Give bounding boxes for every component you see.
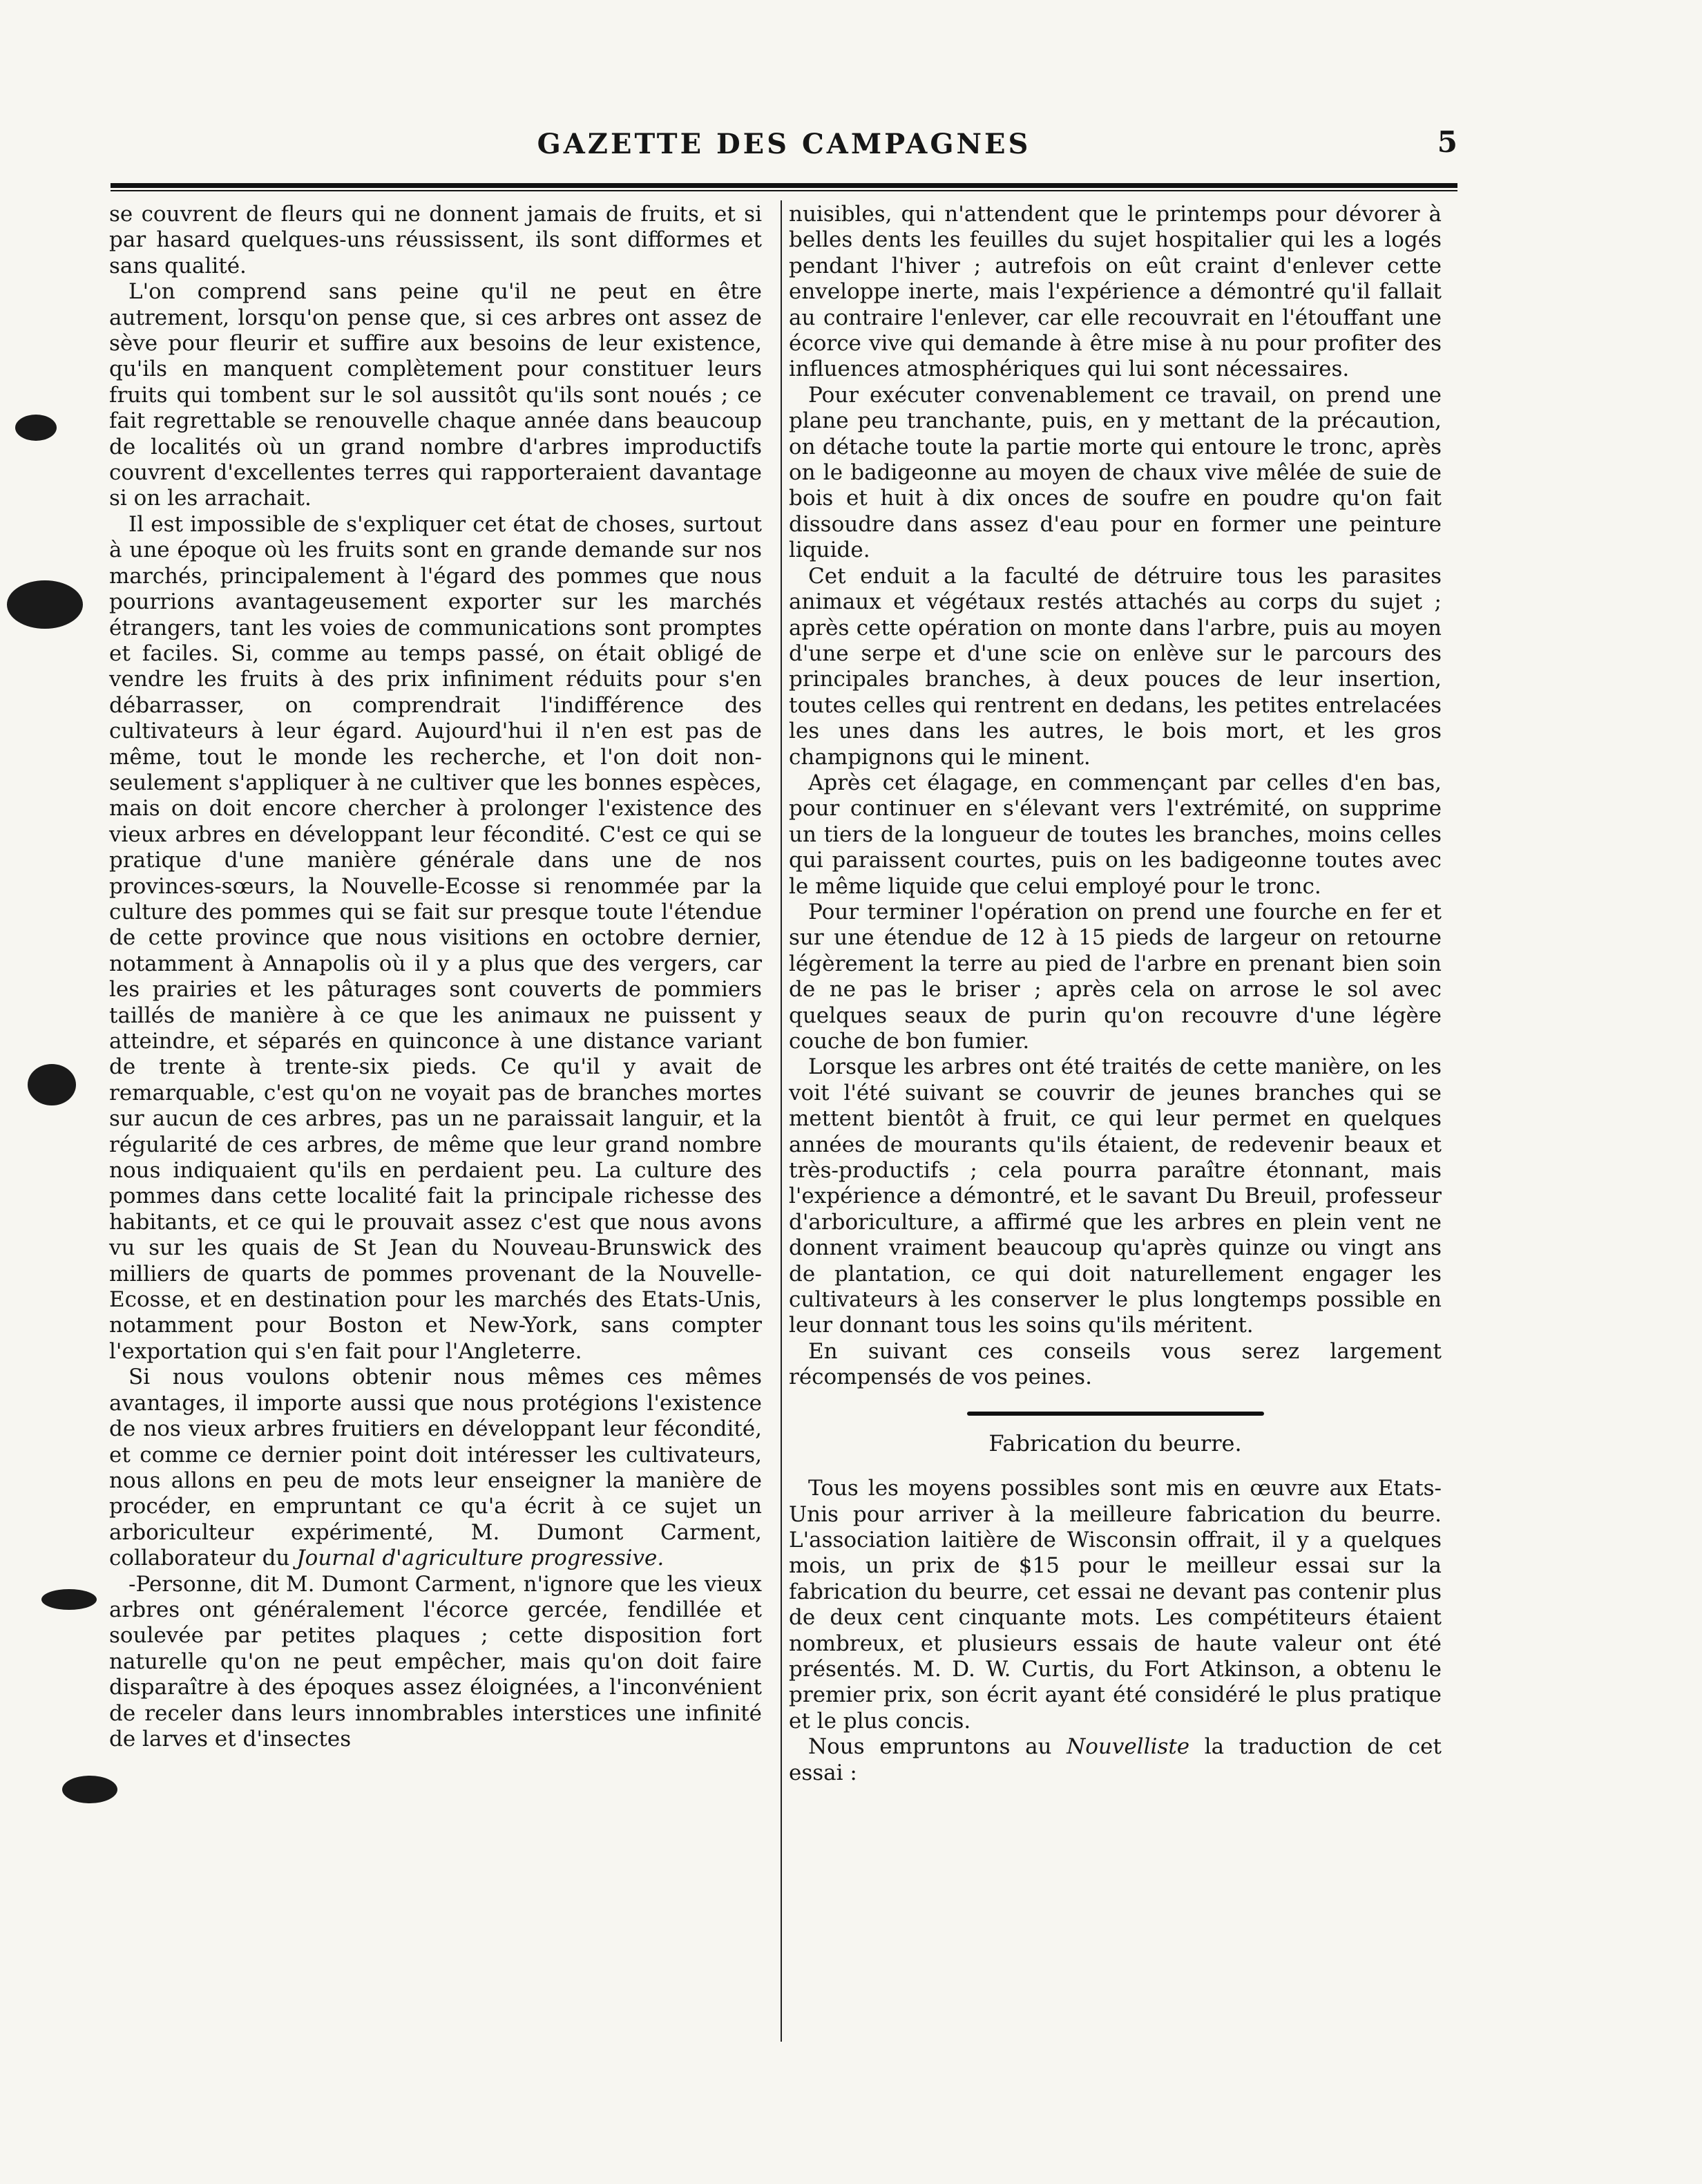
left-column [109, 202, 762, 1752]
paragraph: Cet enduit a la faculté de détruire tous les parasites animaux et végétaux restés attachés au corps du sujet ; après cette opération on monte dans l'arbre, puis au moyen d'une serpe et d'une scie on enlève sur le parcours des principales branches, à deux pouces de leur insertion, toutes celles qui rentrent en dedans, les petites entrelacées les unes dans les autres, le bois mort, et les gros champignons qui le minent. [789, 563, 1442, 770]
paragraph: Tous les moyens possibles sont mis en œuvre aux Etats-Unis pour arriver à la meilleure fabrication du beurre. L'association laitière de Wisconsin offrait, il y a quelques mois, un prix de $15 pour le meilleur essai sur la fabrication du beurre, cet essai ne devant pas contenir plus de deux cent cinquante mots. Les compétiteurs étaient nombreux, et plusieurs essais de haute valeur ont été présentés. M. D. W. Curtis, du Fort Atkinson, a obtenu le premier prix, son écrit ayant été considéré le plus pratique et le plus concis. [789, 1476, 1442, 1734]
publication-title: Nouvelliste [1067, 1734, 1190, 1760]
paragraph [109, 1365, 762, 1571]
page-number: 5 [1437, 125, 1457, 159]
paragraph: L'on comprend sans peine qu'il ne peut en être autrement, lorsqu'on pense que, si ces arbres ont assez de sève pour fleurir et suffire aux besoins de leur existence, qu'ils en manquent complètement pour constituer leurs fruits qui tombent sur le sol aussitôt qu'ils sont noués ; ce fait regrettable se renouvelle chaque année dans beaucoup de localités où un grand nombre d'arbres improductifs couvrent d'excellentes terres qui rapporteraient davantage si on les arrachait. [109, 279, 762, 511]
running-title: GAZETTE DES CAMPAGNES [537, 128, 1031, 160]
paragraph-text: Nous empruntons au [808, 1734, 1067, 1760]
ink-blot [7, 580, 83, 629]
paragraph: Pour terminer l'opération on prend une fourche en fer et sur une étendue de 12 à 15 pieds de largeur on retourne légèrement la terre au pied de l'arbre en prenant bien soin de ne pas le briser ; après cela on arrose le sol avec quelques seaux de purin qu'on recouvre d'une légère couche de bon fumier. [789, 899, 1442, 1054]
ink-blot [62, 1776, 117, 1803]
journal-title: Journal d'agriculture progressive. [296, 1546, 664, 1571]
paragraph: Il est impossible de s'expliquer cet état de choses, surtout à une époque où les fruits sont en grande demande sur nos marchés, principalement à l'égard des pommes que nous pourrions avantageusement exporter sur les marchés étrangers, tant les voies de communications sont promptes et faciles. Si, comme au temps passé, on était obligé de vendre les fruits à des prix infiniment réduits pour s'en débarrasser, on comprendrait l'indifférence des cultivateurs à leur égard. Aujourd'hui il n'en est pas de même, tout le monde les recherche, et l'on doit non-seulement s'appliquer à ne cultiver que les bonnes espèces, mais on doit encore chercher à prolonger l'existence des vieux arbres en développant leur fécondité. C'est ce qui se pratique d'une manière générale dans une de nos provinces-sœurs, la Nouvelle-Ecosse si renommée par la culture des pommes qui se fait sur presque toute l'étendue de cette province que nous visitions en octobre dernier, notamment à Annapolis où il y a plus que des vergers, car les prairies et les pâturages sont couverts de pommiers taillés de manière à ce que les animaux ne puissent y atteindre, et séparés en quinconce à une distance variant de trente à trente-six pieds. Ce qu'il y avait de remarquable, c'est qu'on ne voyait pas de branches mortes sur aucun de ces arbres, pas un ne paraissait languir, et la régularité de ces arbres, de même que leur grand nombre nous indiquaient qu'ils en perdaient peu. La culture des pommes dans cette localité fait la principale richesse des habitants, et ce qui le prouvait assez c'est que nous avons vu sur les quais de St Jean du Nouveau-Brunswick des milliers de quarts de pommes provenant de la Nouvelle-Ecosse, et en destination pour les marchés des Etats-Unis, notamment pour Boston et New-York, sans compter l'exportation qui s'en fait pour l'Angleterre. [109, 511, 762, 1364]
ink-blot [15, 415, 57, 441]
paragraph: Après cet élagage, en commençant par celles d'en bas, pour continuer en s'élevant vers l'extrémité, on supprime un tiers de la longueur de toutes les branches, moins celles qui paraissent courtes, puis on les badigeonne toutes avec le même liquide que celui employé pour le tronc. [789, 770, 1442, 899]
paragraph: En suivant ces conseils vous serez largement récompensés de vos peines. [789, 1338, 1442, 1390]
section-rule [967, 1412, 1264, 1416]
paragraph [789, 1734, 1442, 1786]
paragraph-text: Si nous voulons obtenir nous mêmes ces mêmes avantages, il importe aussi que nous protégions l'existence de nos vieux arbres fruitiers en développant leur fécondité, et comme ce dernier point doit intéresser les cultivateurs, nous allons en peu de mots leur enseigner la manière de procéder, en empruntant ce qu'a écrit à ce sujet un arboriculteur expérimenté, M. Dumont Carment, collaborateur du [109, 1365, 762, 1571]
header-rule [111, 183, 1457, 191]
column-rule [781, 200, 782, 2042]
ink-blot [41, 1589, 97, 1610]
ink-blot [28, 1064, 76, 1105]
paragraph: nuisibles, qui n'attendent que le printemps pour dévorer à belles dents les feuilles du sujet hospitalier qui les a logés pendant l'hiver ; autrefois on eût craint d'enlever cette enveloppe inerte, mais l'expérience a démontré qu'il fallait au contraire l'enlever, car elle recouvrait en l'étouffant une écorce vive qui demande à être mise à nu pour profiter des influences atmosphériques qui lui sont nécessaires. [789, 202, 1442, 382]
right-column [789, 202, 1442, 1786]
paragraph: se couvrent de fleurs qui ne donnent jamais de fruits, et si par hasard quelques-uns réussissent, ils sont difformes et sans qualité. [109, 202, 762, 278]
paragraph: Pour exécuter convenablement ce travail, on prend une plane peu tranchante, puis, en y mettant de la précaution, on détache toute la partie morte qui entoure le tronc, après on le badigeonne au moyen de chaux vive mêlée de suie de bois et huit à dix onces de soufre en poudre qu'on fait dissoudre dans assez d'eau pour en former une peinture liquide. [789, 382, 1442, 563]
paragraph: -Personne, dit M. Dumont Carment, n'ignore que les vieux arbres ont généralement l'écorce gercée, fendillée et soulevée par petites plaques ; cette disposition fort naturelle qu'on ne peut empêcher, mais qu'on doit faire disparaître à des époques assez éloignées, a l'inconvénient de receler dans leurs innombrables interstices une infinité de larves et d'insectes [109, 1571, 762, 1751]
paragraph: Lorsque les arbres ont été traités de cette manière, on les voit l'été suivant se couvrir de jeunes branches qui se mettent bientôt à fruit, ce qui leur permet en quelques années de mourants qu'ils étaient, de redevenir beaux et très-productifs ; cela pourra paraître étonnant, mais l'expérience a démontré, et le savant Du Breuil, professeur d'arboriculture, a affirmé que les arbres en plein vent ne donnent vraiment beaucoup qu'après quinze ou vingt ans de plantation, ce qui doit naturellement engager les cultivateurs à les conserver le plus longtemps possible en leur donnant tous les soins qu'ils méritent. [789, 1054, 1442, 1338]
section-title: Fabrication du beurre. [988, 1430, 1242, 1456]
paragraph-text: la traduction de cet essai : [789, 1734, 1442, 1785]
page-header [111, 121, 1457, 169]
